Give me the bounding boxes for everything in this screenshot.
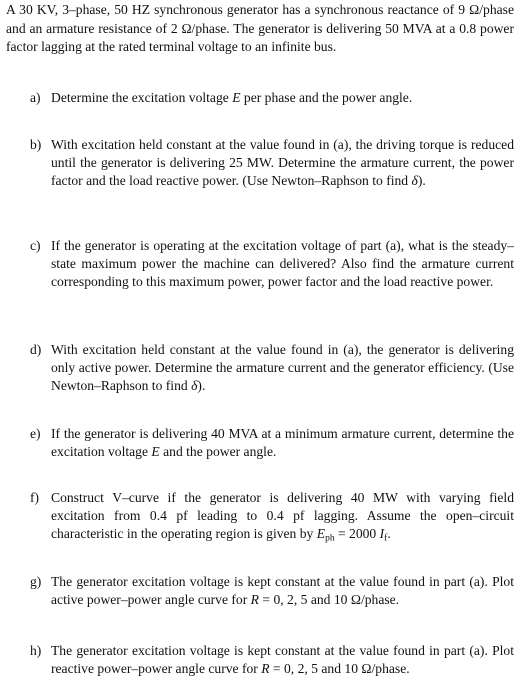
question-text: If the generator is delivering 40 MVA at a minimum armature current, determine the excitation voltage E and the power angle. bbox=[51, 426, 514, 460]
question-label: d) bbox=[30, 342, 42, 357]
question-label: f) bbox=[30, 490, 40, 505]
question-f bbox=[30, 489, 514, 544]
question-text: The generator excitation voltage is kept constant at the value found in part (a). Plot reactive power–power angle curve for R = 0, 2, 5 and 10 Ω/phase. bbox=[51, 643, 514, 677]
question-label: b) bbox=[30, 137, 42, 152]
question-b bbox=[30, 136, 514, 191]
question-d bbox=[30, 341, 514, 396]
question-text: Determine the excitation voltage E per phase and the power angle. bbox=[51, 90, 413, 105]
question-text: Construct V–curve if the generator is delivering 40 MW with varying field excitation from 0.4 pf leading to 0.4 pf lagging. Assume the open–circuit characteristic in the operating region is given by $E_{ph} = 2000$ $I_f$. bbox=[51, 490, 514, 544]
question-g bbox=[30, 573, 514, 609]
question-label: g) bbox=[30, 574, 42, 589]
question-a bbox=[30, 89, 514, 107]
question-text: With excitation held constant at the value found in (a), the generator is delivering only active power. Determine the armature current and the generator efficiency. (Use Newton–Raphson to find δ). bbox=[51, 342, 514, 394]
question-h bbox=[30, 642, 514, 678]
question-text: The generator excitation voltage is kept constant at the value found in part (a). Plot active power–power angle curve for R = 0, 2, 5 and 10 Ω/phase. bbox=[51, 574, 514, 608]
question-label: c) bbox=[30, 238, 41, 253]
question-label: e) bbox=[30, 426, 41, 441]
question-text: With excitation held constant at the value found in (a), the driving torque is reduced until the generator is delivering 25 MW. Determine the armature current, the power factor and the load reactive power. (Use Newton–Raphson to find δ). bbox=[51, 137, 514, 189]
question-label: h) bbox=[30, 643, 42, 658]
problem-statement: A 30 KV, 3–phase, 50 HZ synchronous generator has a synchronous reactance of 9 Ω/phase and an armature resistance of 2 Ω/phase. The generator is delivering 50 MVA at a 0.8 power factor lagging at the rated terminal voltage to an infinite bus. bbox=[6, 2, 514, 54]
question-text: If the generator is operating at the excitation voltage of part (a), what is the steady–state maximum power the machine can delivered? Also find the armature current corresponding to this maximum power, power factor and the load reactive power. bbox=[51, 238, 514, 290]
question-e bbox=[30, 425, 514, 461]
question-c bbox=[30, 237, 514, 292]
question-label: a) bbox=[30, 90, 41, 105]
